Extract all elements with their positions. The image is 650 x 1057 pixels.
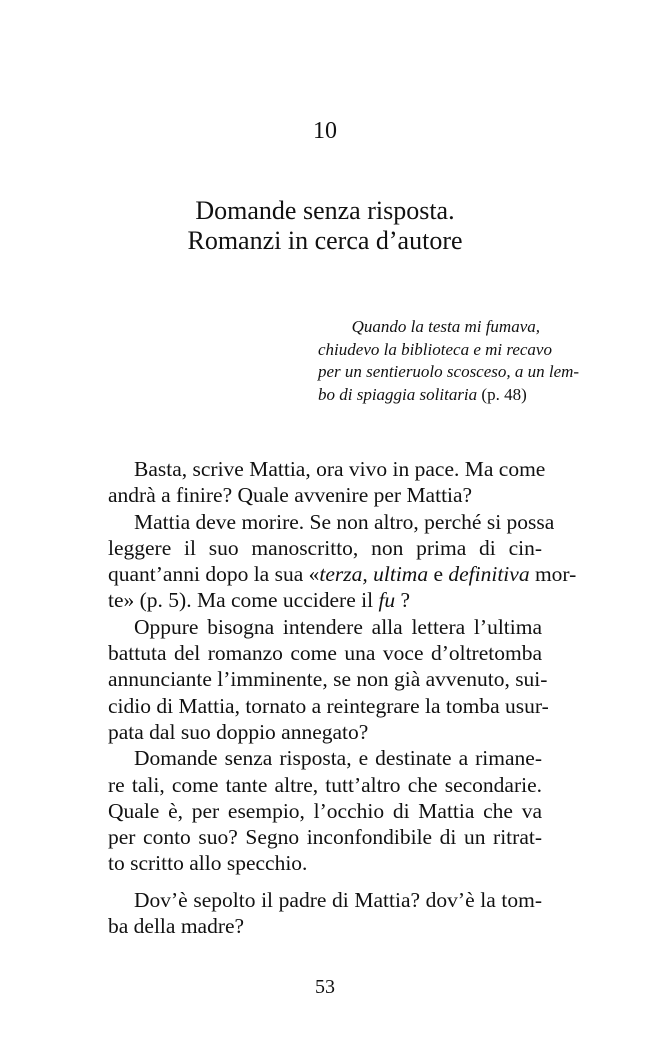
text-line: Quale è, per esempio, l’occhio di Mattia che va [108, 798, 542, 823]
epigraph-line [318, 316, 540, 339]
chapter-title [0, 196, 650, 256]
italic-text: fu [378, 588, 396, 613]
text-line: cidio di Mattia, tornato a reintegrare la tomba usur- [108, 693, 549, 718]
epigraph-line [318, 361, 580, 384]
epigraph-text: Quando la testa mi fumava, [351, 317, 540, 336]
text-line: battuta del romanzo come una voce d’oltretomba [108, 641, 542, 666]
chapter-number: 10 [313, 118, 337, 144]
text-span: mor- [529, 562, 577, 587]
text-line: ba della madre? [108, 914, 245, 939]
epigraph-line [318, 339, 552, 362]
text-line [108, 587, 542, 613]
text-line: andrà a finire? Quale avvenire per Mattia? [108, 483, 473, 508]
text-line: leggere il suo manoscritto, non prima di cin- [108, 535, 542, 560]
text-line: Oppure bisogna intendere alla lettera l’ultima [134, 614, 542, 639]
text-line: Mattia deve morire. Se non altro, perché si possa [134, 509, 555, 534]
epigraph-text: bo di spiaggia solitaria [318, 384, 478, 404]
text-line [108, 561, 577, 587]
text-line: pata dal suo doppio annegato? [108, 719, 369, 744]
italic-text: definitiva [448, 562, 530, 587]
body-text [108, 456, 577, 939]
text-span: quant’anni dopo la sua « [108, 562, 320, 587]
text-line: annunciante l’imminente, se non già avvenuto, sui- [108, 667, 548, 692]
text-line: re tali, come tante altre, tutt’altro che secondarie. [108, 772, 542, 797]
chapter-title-line-1: Domande senza risposta. [195, 196, 455, 225]
paragraph-gap [108, 877, 542, 887]
text-line: to scritto allo specchio. [108, 851, 308, 876]
epigraph-text: per un sentieruolo scosceso, a un lem- [318, 362, 580, 381]
text-span: ? [395, 588, 411, 613]
epigraph-line [318, 384, 540, 407]
page-number: 53 [315, 976, 335, 998]
text-span: te» (p. 5). Ma come uccidere il [108, 588, 379, 613]
text-line: Domande senza risposta, e destinate a rimane- [134, 746, 542, 771]
text-line: Basta, scrive Mattia, ora vivo in pace. Ma come [134, 457, 546, 481]
epigraph [318, 316, 580, 406]
epigraph-text: chiudevo la biblioteca e mi recavo [318, 339, 552, 359]
text-line: per conto suo? Segno inconfondibile di un ritrat- [108, 825, 542, 850]
text-line: Dov’è sepolto il padre di Mattia? dov’è la tom- [134, 887, 542, 912]
italic-text: terza, ultima [319, 562, 429, 587]
text-span: e [428, 562, 449, 587]
epigraph-reference: (p. 48) [477, 384, 527, 404]
chapter-title-line-2: Romanzi in cerca d’autore [187, 226, 463, 255]
